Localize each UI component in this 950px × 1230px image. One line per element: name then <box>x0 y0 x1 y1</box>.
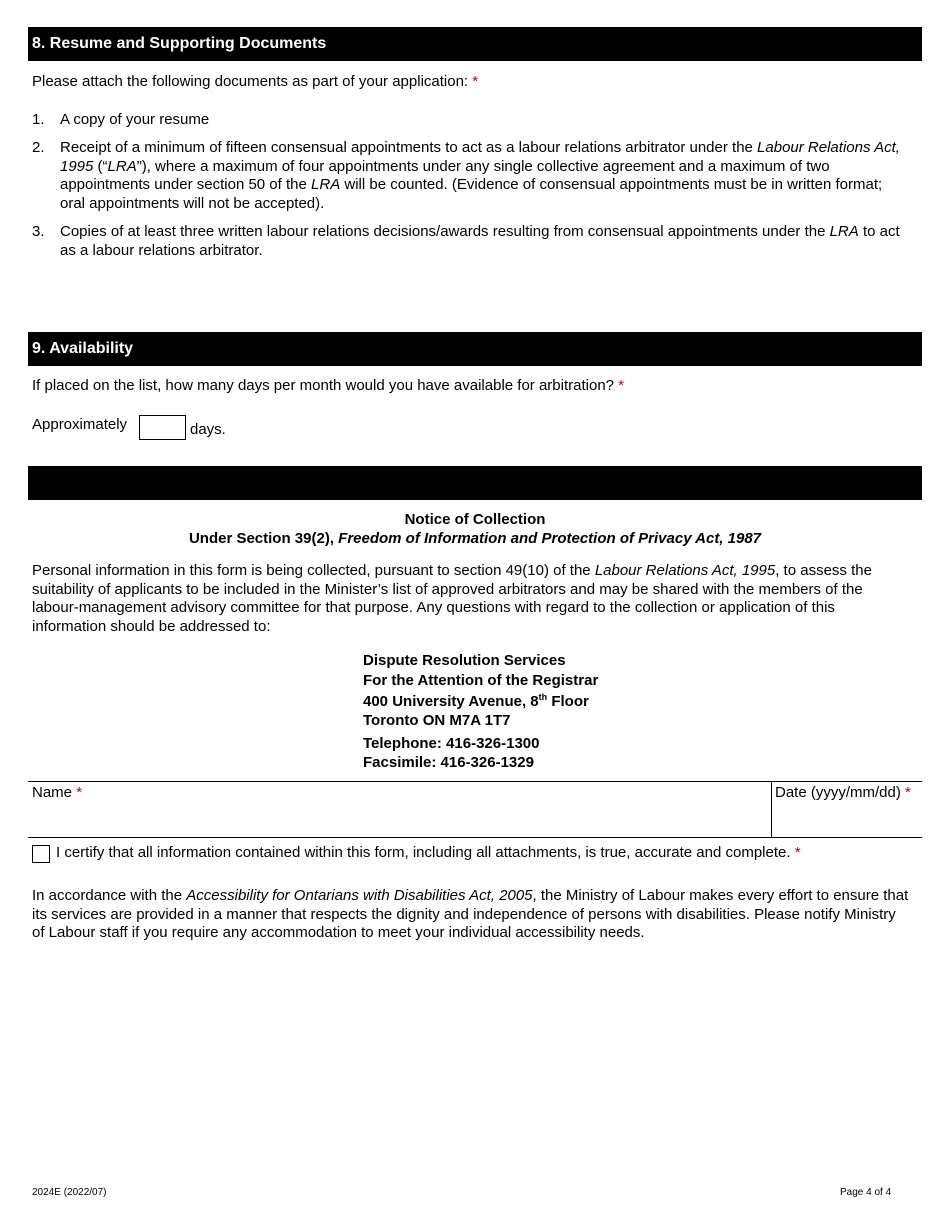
list-item-number: 3. <box>32 223 45 240</box>
address-line-4: Toronto ON M7A 1T7 <box>363 711 511 729</box>
required-marker: * <box>794 844 801 861</box>
required-marker: * <box>472 73 479 90</box>
address-line-2: For the Attention of the Registrar <box>363 671 599 689</box>
list-item: Copies of at least three written labour relations decisions/awards resulting from consensual appointments under the LRA to act as a labour relations arbitrator. <box>60 223 900 259</box>
days-label: days. <box>190 421 226 438</box>
days-input[interactable] <box>139 415 186 440</box>
address-block <box>363 652 598 772</box>
name-label: Name * <box>32 784 83 801</box>
list-item-number: 2. <box>32 139 45 156</box>
address-line-3: 400 University Avenue, 8th Floor <box>363 692 589 710</box>
section-9-header <box>28 332 922 366</box>
required-marker: * <box>905 784 911 801</box>
approximately-label: Approximately <box>32 416 128 433</box>
certify-checkbox[interactable] <box>32 845 50 863</box>
facsimile: Facsimile: 416-326-1329 <box>363 753 534 771</box>
telephone: Telephone: 416-326-1300 <box>363 735 540 752</box>
address-line-1: Dispute Resolution Services <box>363 652 566 669</box>
required-marker: * <box>618 377 625 394</box>
notice-header-bar <box>28 466 922 500</box>
date-label: Date (yyyy/mm/dd) * <box>775 784 911 801</box>
list-item: A copy of your resume <box>60 111 210 128</box>
name-input[interactable] <box>32 804 766 834</box>
divider <box>28 837 922 838</box>
page-number: Page 4 of 4 <box>840 1187 892 1198</box>
divider <box>28 781 922 782</box>
section-8-intro: Please attach the following documents as part of your application: * <box>32 73 479 90</box>
section-9-title: 9. Availability <box>32 340 134 357</box>
certify-statement: I certify that all information contained within this form, including all attachments, is true, accurate and complete. * <box>56 844 801 861</box>
section-8-title: 8. Resume and Supporting Documents <box>32 35 327 52</box>
availability-question: If placed on the list, how many days per month would you have available for arbitration? * <box>32 377 625 394</box>
list-item: Receipt of a minimum of fifteen consensual appointments to act as a labour relations arbitrator under the Labour Relations Act, 1995 (“LRA”), where a maximum of four appointments under any single collective agreement and a maximum of two appointments under section 50 of the LRA will be counted. (Evidence of consensual appointments must be in written format; oral appointments will not be accepted). <box>60 139 900 212</box>
date-input[interactable] <box>775 804 919 834</box>
required-marker: * <box>76 784 83 801</box>
notice-subtitle: Under Section 39(2), Freedom of Information and Protection of Privacy Act, 1987 <box>188 530 762 547</box>
form-code: 2024E (2022/07) <box>32 1187 107 1198</box>
accessibility-statement: In accordance with the Accessibility for Ontarians with Disabilities Act, 2005, the Ministry of Labour makes every effort to ensure that its services are provided in a manner that respects the dignity and independence of persons with disabilities. Please notify Ministry of Labour staff if you require any accommodation to meet your individual accessibility needs. <box>32 887 909 941</box>
list-item-number: 1. <box>32 111 45 128</box>
section-8-header <box>28 27 922 61</box>
notice-body: Personal information in this form is being collected, pursuant to section 49(10) of the Labour Relations Act, 1995, to assess the suitability of applicants to be included in the Minister’s list of approved arbitrators and may be shared with the members of the labour-management advisory committee for that purpose. Any questions with regard to the collection or application of this information should be addressed to: <box>32 562 872 635</box>
notice-title: Notice of Collection <box>404 511 546 528</box>
divider <box>771 781 772 838</box>
